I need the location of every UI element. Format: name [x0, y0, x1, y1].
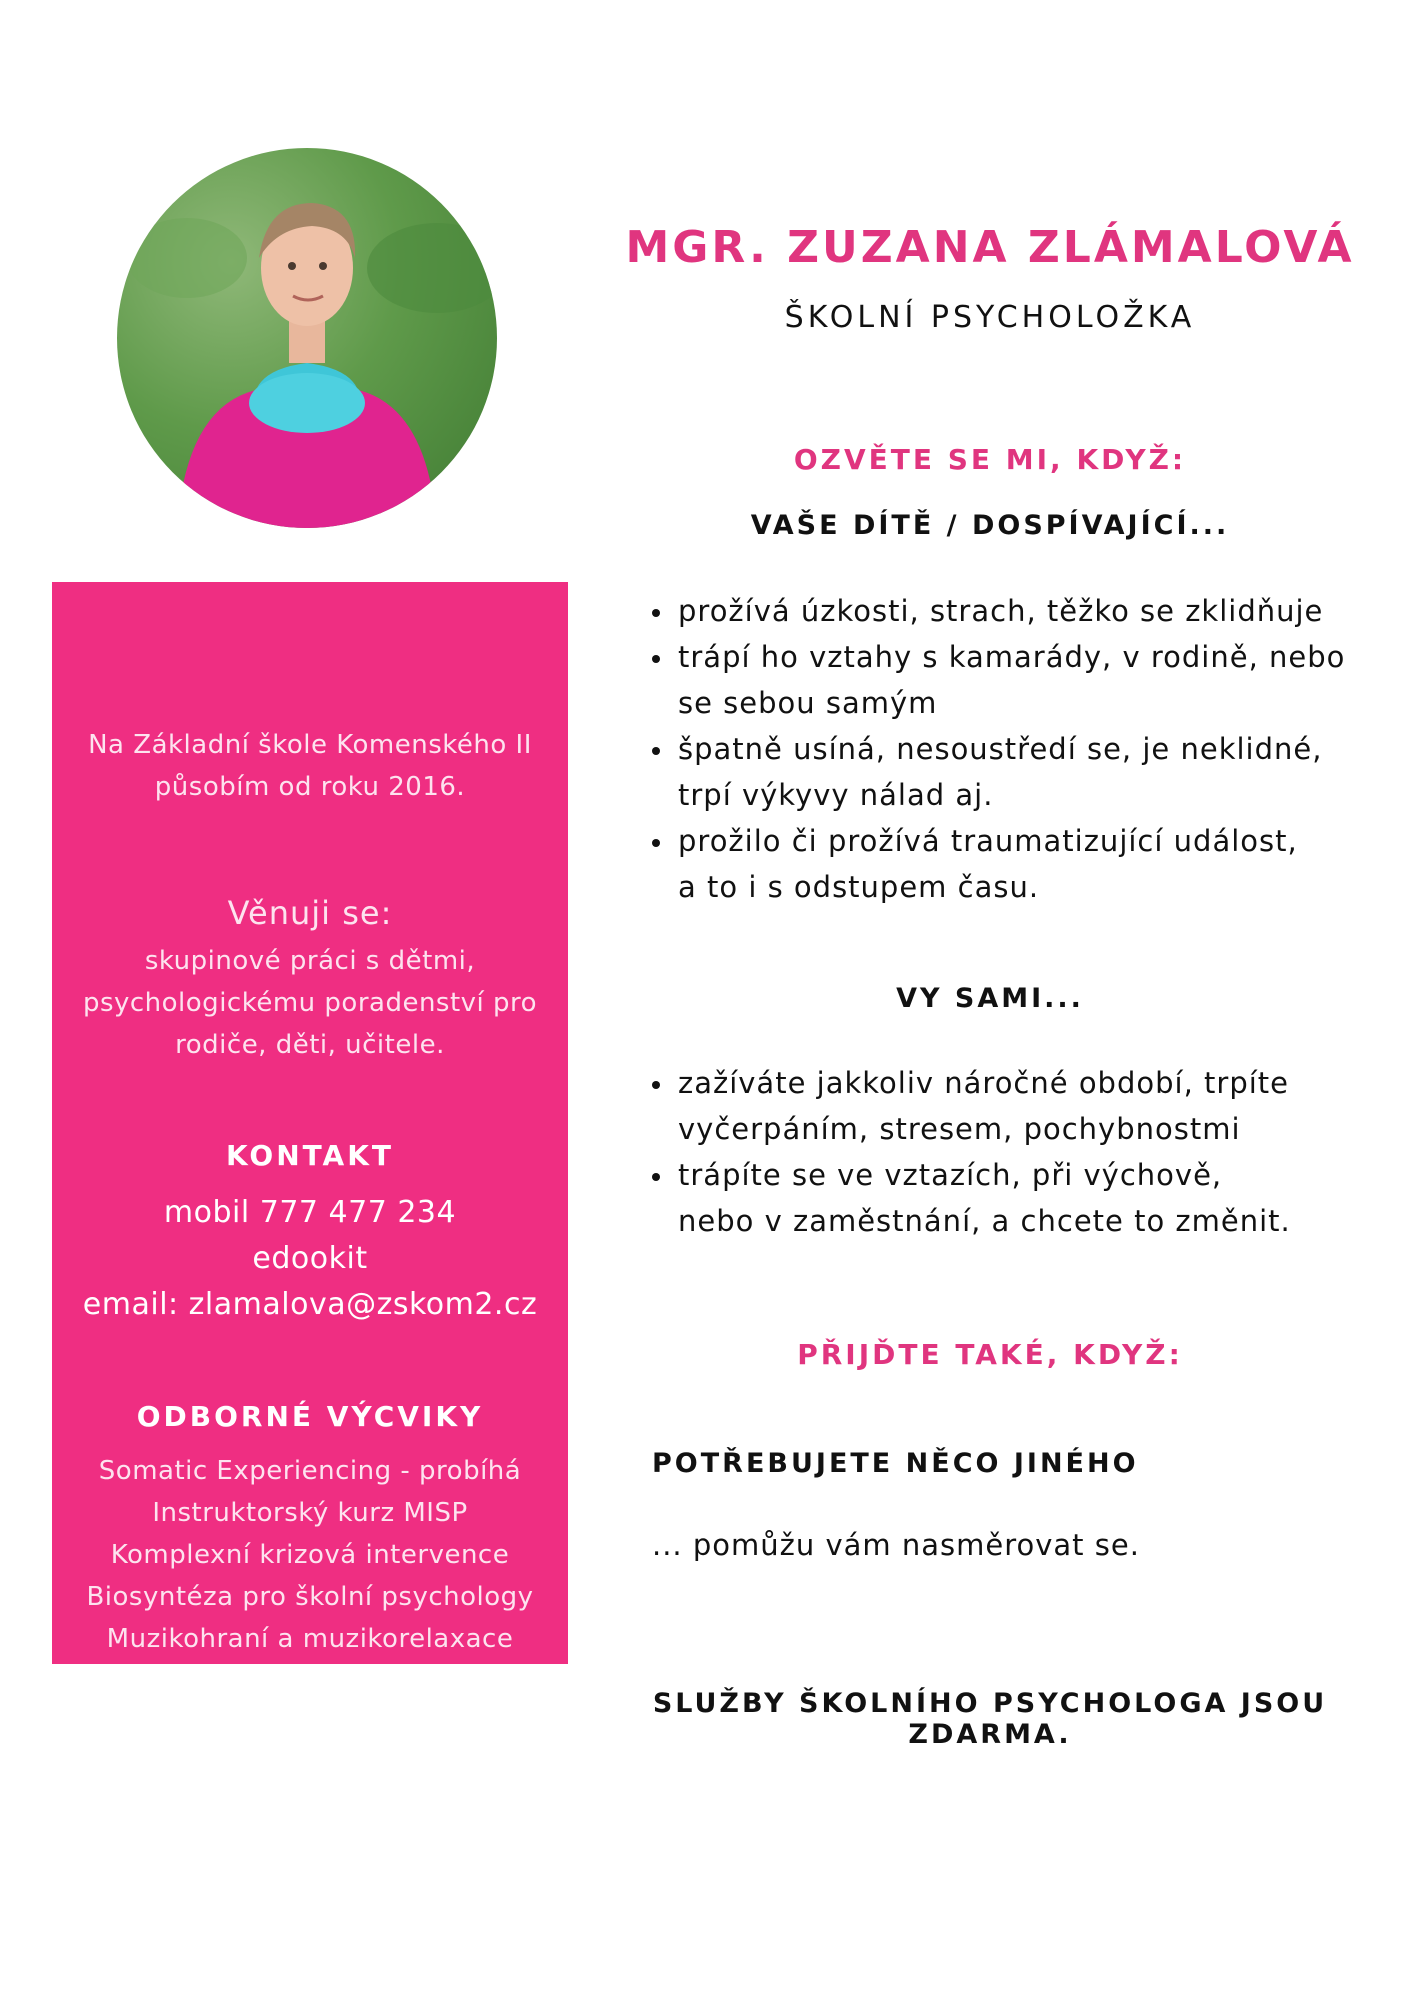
vycvik-item: Biosyntéza pro školní psychology — [86, 1582, 534, 1612]
person-role: ŠKOLNÍ PSYCHOLOŽKA — [784, 300, 1196, 335]
child-heading: VAŠE DÍTĚ / DOSPÍVAJÍCÍ... — [750, 510, 1230, 541]
intro-line: Na Základní škole Komenského II — [88, 730, 532, 760]
list-item-text: se sebou samým — [678, 686, 938, 720]
list-item — [652, 726, 1392, 818]
venuji-text — [52, 940, 568, 1066]
kontakt-heading: KONTAKT — [225, 1139, 395, 1172]
vycvik-item: Somatic Experiencing - probíhá — [98, 1456, 522, 1486]
list-item-text: špatně usíná, nesoustředí se, je neklidné, — [678, 732, 1323, 766]
ozvete-heading: OZVĚTE SE MI, KDYŽ: — [793, 443, 1187, 476]
venuji-heading: Věnuji se: — [227, 894, 393, 932]
free-services-note: SLUŽBY ŠKOLNÍHO PSYCHOLOGA JSOU ZDARMA. — [652, 1688, 1328, 1750]
list-item-text: trápíte se ve vztazích, při výchově, — [678, 1158, 1223, 1192]
email-text: email: zlamalova@zskom2.cz — [82, 1287, 538, 1322]
list-item-text: prožívá úzkosti, strach, těžko se zklidňuje — [678, 594, 1324, 628]
edookit-text: edookit — [252, 1241, 368, 1276]
list-item-text: nebo v zaměstnání, a chcete to změnit. — [678, 1204, 1291, 1238]
self-list — [622, 1060, 1392, 1244]
list-item-text: zažíváte jakkoliv náročné období, trpíte — [678, 1066, 1289, 1100]
vycviky-heading: ODBORNÉ VÝCVIKY — [136, 1400, 484, 1433]
vycvik-item: Komplexní krizová intervence — [110, 1540, 510, 1570]
list-item-text: trápí ho vztahy s kamarády, v rodině, nebo — [678, 640, 1346, 674]
person-name: MGR. ZUZANA ZLÁMALOVÁ — [625, 222, 1355, 273]
child-list — [622, 588, 1392, 910]
list-item — [652, 818, 1392, 910]
need-text: ... pomůžu vám nasměrovat se. — [652, 1528, 1140, 1562]
self-heading: VY SAMI... — [896, 983, 1084, 1014]
kontakt-details — [52, 1190, 568, 1328]
need-heading: POTŘEBUJETE NĚCO JINÉHO — [652, 1448, 1139, 1479]
list-item — [652, 1152, 1392, 1244]
list-item-text: prožilo či prožívá traumatizující událost, — [678, 824, 1298, 858]
info-panel — [52, 582, 568, 1664]
venuji-line: skupinové práci s dětmi, — [144, 946, 476, 976]
vycvik-item: Muzikohraní a muzikorelaxace — [106, 1624, 514, 1654]
phone-text: mobil 777 477 234 — [163, 1195, 457, 1230]
portrait-illustration — [117, 148, 497, 528]
list-item — [652, 1060, 1392, 1152]
vycviky-list — [52, 1450, 568, 1660]
list-item — [652, 634, 1392, 726]
list-item-text: a to i s odstupem času. — [678, 870, 1040, 904]
list-item-text: vyčerpáním, stresem, pochybnostmi — [678, 1112, 1241, 1146]
prijdte-heading: PŘIJĎTE TAKÉ, KDYŽ: — [797, 1338, 1183, 1371]
list-item-text: trpí výkyvy nálad aj. — [678, 778, 994, 812]
intro-line: působím od roku 2016. — [154, 772, 466, 802]
intro-text — [52, 724, 568, 808]
list-item — [652, 588, 1392, 634]
vycvik-item: Instruktorský kurz MISP — [152, 1498, 468, 1528]
venuji-line: rodiče, děti, učitele. — [175, 1030, 445, 1060]
profile-photo — [117, 148, 497, 528]
venuji-line: psychologickému poradenství pro — [82, 988, 538, 1018]
